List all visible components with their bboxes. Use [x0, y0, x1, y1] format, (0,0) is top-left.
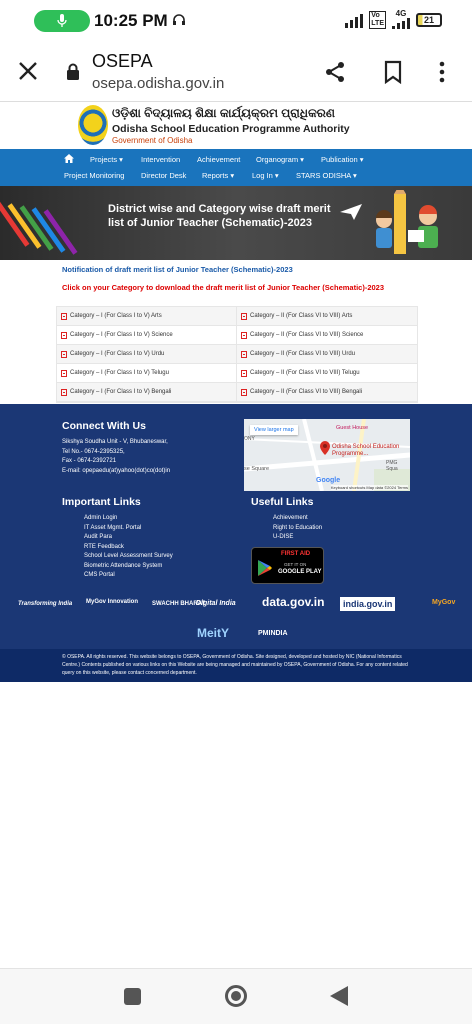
copyright-notice: © OSEPA. All rights reserved. This website belongs to OSEPA, Government of Odisha. Site designed, developed and hosted by NIC (National Informatics Centre.) Contents published on various links on this Website are being managed and maintained by OSEPA, Government of Odisha. For any content related query on this website, please contact concerned department. — [0, 649, 472, 682]
pdf-icon — [241, 389, 247, 396]
osepa-logo[interactable] — [78, 105, 108, 145]
connect-heading: Connect With Us — [62, 420, 146, 432]
category-table — [56, 306, 418, 403]
nav-project-monitoring[interactable]: Project Monitoring — [64, 171, 125, 180]
site-title-oriya: ଓଡ଼ିଶା ବିଦ୍ୟାଳୟ ଶିକ୍ଷା କାର୍ଯ୍ୟକ୍ରମ ପ୍ରାଧିକରଣ — [112, 106, 335, 120]
table-row — [57, 307, 417, 326]
link-admin-login[interactable]: Admin Login — [84, 515, 118, 521]
table-row — [57, 326, 417, 345]
category-label: Category – I (For Class I to V) Telugu — [70, 370, 169, 376]
map-label-pmg: PMG Squa — [386, 460, 398, 472]
category-label: Category – II (For Class VI to VIII) Bengali — [250, 389, 363, 395]
useful-links-list — [273, 514, 322, 543]
battery-icon — [416, 13, 442, 27]
category-label: Category – II (For Class VI to VIII) Telugu — [250, 370, 360, 376]
category-link[interactable] — [57, 326, 237, 344]
link-slas[interactable]: School Level Assessment Survey — [84, 553, 173, 559]
nav-projects[interactable]: Projects ▾ — [90, 155, 123, 164]
more-options-icon[interactable] — [438, 60, 446, 89]
category-label: Category – II (For Class VI to VIII) Arts — [250, 313, 353, 319]
page-banner — [0, 186, 472, 260]
logo-pmindia[interactable]: PMINDIA — [258, 630, 288, 637]
pdf-icon — [61, 370, 67, 377]
nav-intervention[interactable]: Intervention — [141, 155, 181, 164]
category-link[interactable] — [237, 326, 417, 344]
pdf-icon — [241, 313, 247, 320]
recents-icon[interactable] — [124, 988, 141, 1005]
pdf-icon — [61, 351, 67, 358]
category-label: Category – I (For Class I to V) Science — [70, 332, 173, 338]
logo-india-gov[interactable]: india.gov.in — [340, 597, 395, 611]
category-link[interactable] — [237, 364, 417, 382]
instruction-text: Click on your Category to download the draft merit list of Junior Teacher (Schematic)-2023 — [62, 283, 385, 292]
link-achievement[interactable]: Achievement — [273, 515, 308, 521]
email: E-mail: opepaedu(at)yahoo(dot)co(dot)in — [62, 467, 171, 474]
battery-level: 21 — [423, 14, 434, 25]
logo-mygov-innovation[interactable]: MyGov Innovation — [86, 599, 139, 605]
telephone: Tel No.- 0674-2395325, — [62, 448, 125, 455]
category-label: Category – I (For Class I to V) Arts — [70, 313, 162, 319]
map-place-label: Odisha School Education Programme... — [332, 444, 400, 457]
nav-director-desk[interactable]: Director Desk — [141, 171, 187, 180]
pdf-icon — [241, 370, 247, 377]
fax: Fax - 0674-2392721 — [62, 458, 117, 464]
site-title: Odisha School Education Programme Authority — [112, 123, 350, 135]
logo-mygov[interactable]: MyGov — [432, 599, 456, 606]
category-link[interactable] — [237, 345, 417, 363]
category-link[interactable] — [237, 307, 417, 325]
category-link[interactable] — [237, 383, 417, 401]
logo-digital-india[interactable]: Digital India — [196, 600, 236, 607]
category-label: Category – I (For Class I to V) Urdu — [70, 351, 165, 357]
map-label-square: se Square — [244, 466, 270, 472]
nav-publication[interactable]: Publication ▾ — [321, 155, 364, 164]
pdf-icon — [61, 313, 67, 320]
table-row — [57, 345, 417, 364]
nav-reports[interactable]: Reports ▾ — [202, 171, 235, 180]
nav-stars-odisha[interactable]: STARS ODISHA ▾ — [296, 171, 357, 180]
address-line: Sikshya Soudha Unit - V, Bhubaneswar, — [62, 439, 168, 445]
logo-swachh-bharat[interactable]: SWACHH BHARAT — [152, 601, 206, 607]
kids-illustration — [370, 190, 448, 258]
home-button-dot — [231, 991, 241, 1001]
main-nav — [0, 149, 472, 186]
pdf-icon — [241, 351, 247, 358]
location-map[interactable] — [244, 419, 410, 491]
link-rte-feedback[interactable]: RTE Feedback — [84, 543, 124, 550]
map-label-ony: ONY — [244, 436, 255, 442]
link-it-asset[interactable]: IT Asset Mgmt. Portal — [84, 524, 142, 531]
category-link[interactable] — [57, 364, 237, 382]
home-icon[interactable] — [64, 154, 74, 165]
logo-data-gov[interactable]: data.gov.in — [262, 595, 325, 609]
site-header — [0, 105, 472, 147]
bookmark-icon[interactable] — [383, 60, 403, 89]
first-aid-label: FIRST AID — [281, 551, 311, 557]
back-icon[interactable] — [330, 986, 348, 1006]
google-play-label: GOOGLE PLAY — [278, 569, 322, 575]
volte-icon: Vo LTE — [371, 11, 384, 27]
map-attribution: Keyboard shortcuts Map data ©2024 Terms — [330, 485, 408, 490]
pdf-icon — [61, 389, 67, 396]
lock-icon[interactable] — [66, 63, 80, 85]
logo-meity[interactable]: MeitY — [197, 626, 230, 640]
page-title: OSEPA — [92, 51, 153, 71]
signal-icon — [345, 12, 363, 28]
nav-login[interactable]: Log In ▾ — [252, 171, 279, 180]
pdf-icon — [241, 332, 247, 339]
paper-plane-icon — [340, 204, 362, 220]
link-rte[interactable]: Right to Education — [273, 524, 323, 531]
category-link[interactable] — [57, 383, 237, 401]
home-button-icon[interactable] — [225, 985, 247, 1007]
category-label: Category – I (For Class I to V) Bengali — [70, 389, 172, 395]
pdf-icon — [61, 332, 67, 339]
notification-heading: Notification of draft merit list of Junior Teacher (Schematic)-2023 — [62, 265, 293, 274]
link-audit-para[interactable]: Audit Para — [84, 534, 113, 540]
view-larger-map-link[interactable]: View larger map — [250, 425, 298, 435]
share-icon[interactable] — [323, 60, 347, 89]
useful-links-heading: Useful Links — [251, 496, 314, 508]
important-links-list — [84, 514, 173, 581]
category-label: Category – II (For Class VI to VIII) Urdu — [250, 351, 356, 357]
link-cms[interactable]: CMS Portal — [84, 572, 115, 578]
system-navigation-bar — [0, 968, 472, 1024]
signal-4g-icon: 4G — [392, 10, 410, 29]
mic-active-indicator[interactable] — [34, 10, 90, 32]
google-play-icon — [258, 560, 272, 576]
get-it-on-label: GET IT ON — [284, 562, 307, 567]
contact-address — [62, 438, 170, 476]
partner-logos — [0, 590, 472, 649]
site-footer — [0, 404, 472, 649]
banner-title: District wise and Category wise draft merit list of Junior Teacher (Schematic)-2023 — [108, 203, 331, 229]
clock: 10:25 PM — [94, 11, 168, 30]
url-host: osepa.odisha.gov.in — [92, 75, 225, 92]
category-label: Category – II (For Class VI to VIII) Science — [250, 332, 364, 338]
link-biometric[interactable]: Biometric Attendance System — [84, 562, 163, 569]
url-display[interactable] — [92, 51, 224, 92]
important-links-heading: Important Links — [62, 496, 141, 508]
link-udise[interactable]: U-DISE — [273, 534, 294, 540]
category-link[interactable] — [57, 307, 237, 325]
map-pin-icon — [320, 441, 330, 455]
close-icon[interactable] — [18, 59, 38, 85]
nav-organogram[interactable]: Organogram ▾ — [256, 155, 304, 164]
site-subtitle: Government of Odisha — [112, 136, 193, 145]
logo-transforming-india[interactable]: Transforming India — [18, 601, 73, 607]
category-link[interactable] — [57, 345, 237, 363]
google-play-badge[interactable] — [251, 547, 324, 584]
table-row — [57, 383, 417, 402]
table-row — [57, 364, 417, 383]
map-label-guest-house: Guest House — [336, 425, 369, 431]
nav-achievement[interactable]: Achievement — [197, 155, 241, 164]
headphone-icon — [172, 13, 186, 29]
status-bar — [0, 0, 472, 42]
google-logo: Google — [316, 477, 341, 484]
browser-toolbar — [0, 42, 472, 102]
